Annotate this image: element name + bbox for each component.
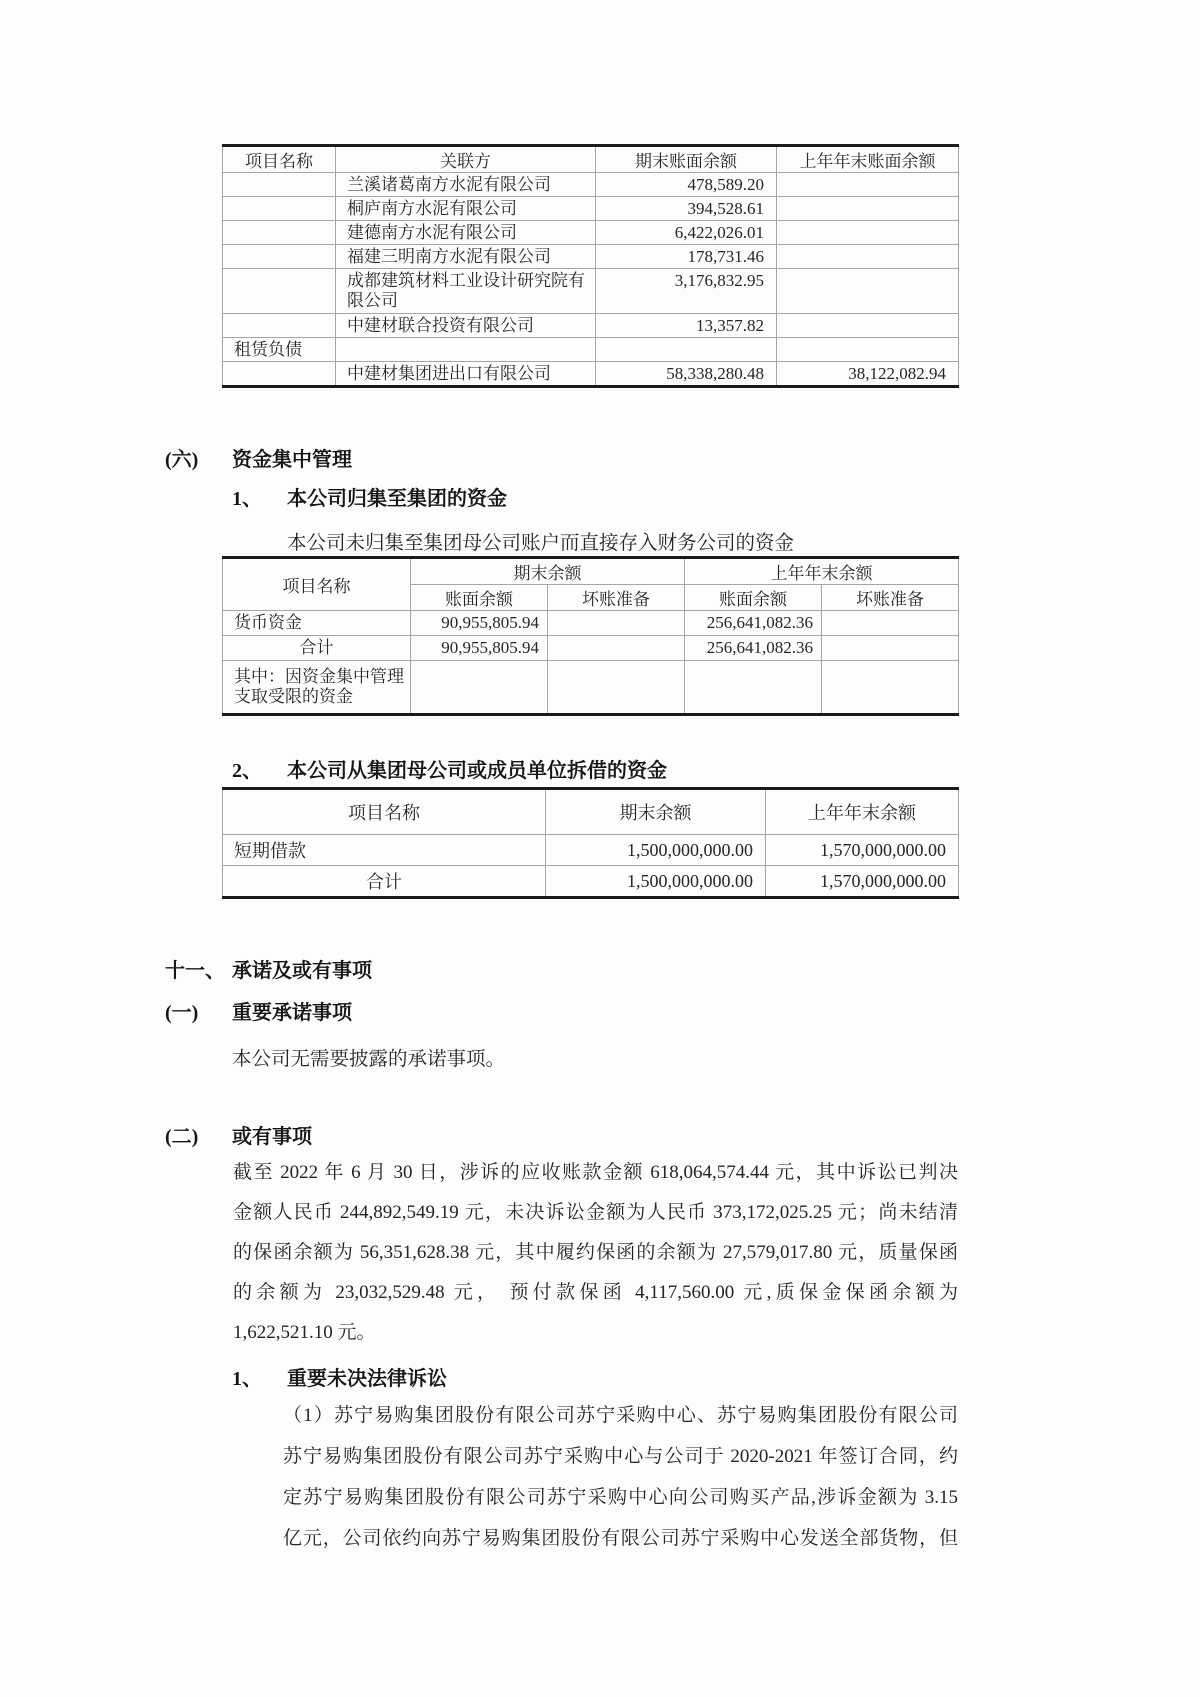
cell-party: 兰溪诸葛南方水泥有限公司 [336,173,596,197]
cell-prev: 1,570,000,000.00 [766,866,959,898]
section-6-2-number: 2、 [232,760,262,782]
cell-prev-bad [822,661,959,715]
col-ending-balance: 期末余额 [546,789,766,835]
cell-item [223,197,336,221]
cell-prev-book: 256,641,082.36 [685,611,822,636]
section-6-label: (六) [165,449,199,471]
table-row [223,866,959,898]
cell-party: 建德南方水泥有限公司 [336,221,596,245]
paragraph-line: 的余额为 23,032,529.48 元， 预付款保函 4,117,560.00 元,质保金保函余额为 [233,1282,958,1303]
cell-end: 1,500,000,000.00 [546,866,766,898]
col-prior-year-balance: 上年年末余额 [766,789,959,835]
cell-item [223,269,336,314]
cell-prev [777,245,959,269]
cell-party: 福建三明南方水泥有限公司 [336,245,596,269]
col-item: 项目名称 [223,558,411,611]
cell-end [596,338,777,362]
cell-item: 其中：因资金集中管理支取受限的资金 [223,661,411,715]
related-party-balance-table [222,144,959,388]
paragraph-line: （1）苏宁易购集团股份有限公司苏宁采购中心、苏宁易购集团股份有限公司 [283,1405,958,1426]
cell-item [223,173,336,197]
col-item: 项目名称 [223,789,546,835]
cell-item [223,362,336,387]
cell-end: 178,731.46 [596,245,777,269]
section-6-title: 资金集中管理 [232,449,352,471]
table-row [223,636,959,661]
table-row [223,835,959,866]
section-6-1-title: 本公司归集至集团的资金 [287,488,507,510]
litigation-heading [232,1366,447,1392]
col-prior-year-balance: 上年年末账面余额 [777,146,959,173]
section-11-2-title: 或有事项 [232,1126,312,1148]
section-11-number: 十一、 [165,960,225,982]
paragraph-line: 截至 2022 年 6 月 30 日，涉诉的应收账款金额 618,064,574.44 元，其中诉讼已判决 [233,1162,958,1183]
table-row [223,362,959,387]
section-11-1-title: 重要承诺事项 [232,1002,352,1024]
col-bad-debt-provision: 坏账准备 [548,585,685,611]
table-header-row [223,146,959,173]
paragraph-line: 定苏宁易购集团股份有限公司苏宁采购中心向公司购买产品,涉诉金额为 3.15 [283,1487,958,1508]
paragraph-line: 的保函余额为 56,351,628.38 元，其中履约保函的余额为 27,579,017.80 元，质量保函 [233,1242,958,1263]
table-header-row [223,558,959,585]
cell-prev-bad [822,636,959,661]
table-row [223,611,959,636]
section-6-2-heading [232,758,667,784]
cell-end-book [411,661,548,715]
section-11-1-heading [165,1000,352,1026]
cell-prev [777,221,959,245]
col-book-balance-prior: 账面余额 [685,585,822,611]
table-row [223,269,959,314]
col-prior-group: 上年年末余额 [685,558,959,585]
litigation-number: 1、 [232,1368,262,1390]
litigation-paragraph [283,1395,958,1559]
section-11-1-label: (一) [165,1002,199,1024]
cell-end: 13,357.82 [596,314,777,338]
cell-end-bad [548,661,685,715]
cell-prev: 1,570,000,000.00 [766,835,959,866]
cell-prev [777,314,959,338]
table-header-row [223,789,959,835]
cell-end-bad [548,611,685,636]
cell-prev [777,269,959,314]
contingency-paragraph [233,1153,958,1353]
cell-end: 394,528.61 [596,197,777,221]
section-6-1-intro: 本公司未归集至集团母公司账户而直接存入财务公司的资金 [287,533,795,554]
col-item: 项目名称 [223,146,336,173]
cell-end-book: 90,955,805.94 [411,611,548,636]
cell-party: 中建材集团进出口有限公司 [336,362,596,387]
cell-item [223,221,336,245]
cell-item [223,314,336,338]
cell-party: 桐庐南方水泥有限公司 [336,197,596,221]
cell-end: 58,338,280.48 [596,362,777,387]
paragraph-line: 1,622,521.10 元。 [233,1322,376,1343]
table-row [223,221,959,245]
section-6-heading [165,447,352,473]
cell-end: 6,422,026.01 [596,221,777,245]
section-11-2-label: (二) [165,1126,199,1148]
table-row [223,197,959,221]
centralized-funds-table [222,556,959,716]
cell-prev: 38,122,082.94 [777,362,959,387]
cell-prev-book [685,661,822,715]
borrowings-table [222,787,959,899]
cell-item: 租赁负债 [223,338,336,362]
section-6-1-heading [232,486,507,512]
paragraph-line: 金额人民币 244,892,549.19 元，未决诉讼金额为人民币 373,172,025.25 元；尚未结清 [233,1202,958,1223]
cell-prev [777,338,959,362]
section-11-2-heading [165,1124,312,1150]
cell-party: 中建材联合投资有限公司 [336,314,596,338]
cell-party [336,338,596,362]
cell-prev-bad [822,611,959,636]
table-row [223,661,959,715]
cell-item: 合计 [223,866,546,898]
cell-item: 短期借款 [223,835,546,866]
col-ending-group: 期末余额 [411,558,685,585]
cell-prev-book: 256,641,082.36 [685,636,822,661]
table-row [223,338,959,362]
cell-end-book: 90,955,805.94 [411,636,548,661]
paragraph-line: 苏宁易购集团股份有限公司苏宁采购中心与公司于 2020-2021 年签订合同，约 [283,1446,958,1467]
section-11-heading [165,958,372,984]
table-row [223,173,959,197]
cell-end: 3,176,832.95 [596,269,777,314]
col-book-balance: 账面余额 [411,585,548,611]
col-bad-debt-provision-prior: 坏账准备 [822,585,959,611]
cell-end-bad [548,636,685,661]
litigation-title: 重要未决法律诉讼 [287,1368,447,1390]
table-row [223,245,959,269]
table-row [223,314,959,338]
cell-end: 478,589.20 [596,173,777,197]
paragraph-line: 亿元，公司依约向苏宁易购集团股份有限公司苏宁采购中心发送全部货物，但 [283,1528,958,1549]
cell-item: 合计 [223,636,411,661]
cell-item: 货币资金 [223,611,411,636]
col-ending-balance: 期末账面余额 [596,146,777,173]
cell-end: 1,500,000,000.00 [546,835,766,866]
section-6-1-number: 1、 [232,488,262,510]
col-related-party: 关联方 [336,146,596,173]
section-11-title: 承诺及或有事项 [232,960,372,982]
cell-item [223,245,336,269]
cell-party: 成都建筑材料工业设计研究院有限公司 [336,269,596,314]
cell-prev [777,197,959,221]
cell-prev [777,173,959,197]
section-6-2-title: 本公司从集团母公司或成员单位拆借的资金 [287,760,667,782]
section-11-1-body: 本公司无需要披露的承诺事项。 [232,1049,506,1070]
